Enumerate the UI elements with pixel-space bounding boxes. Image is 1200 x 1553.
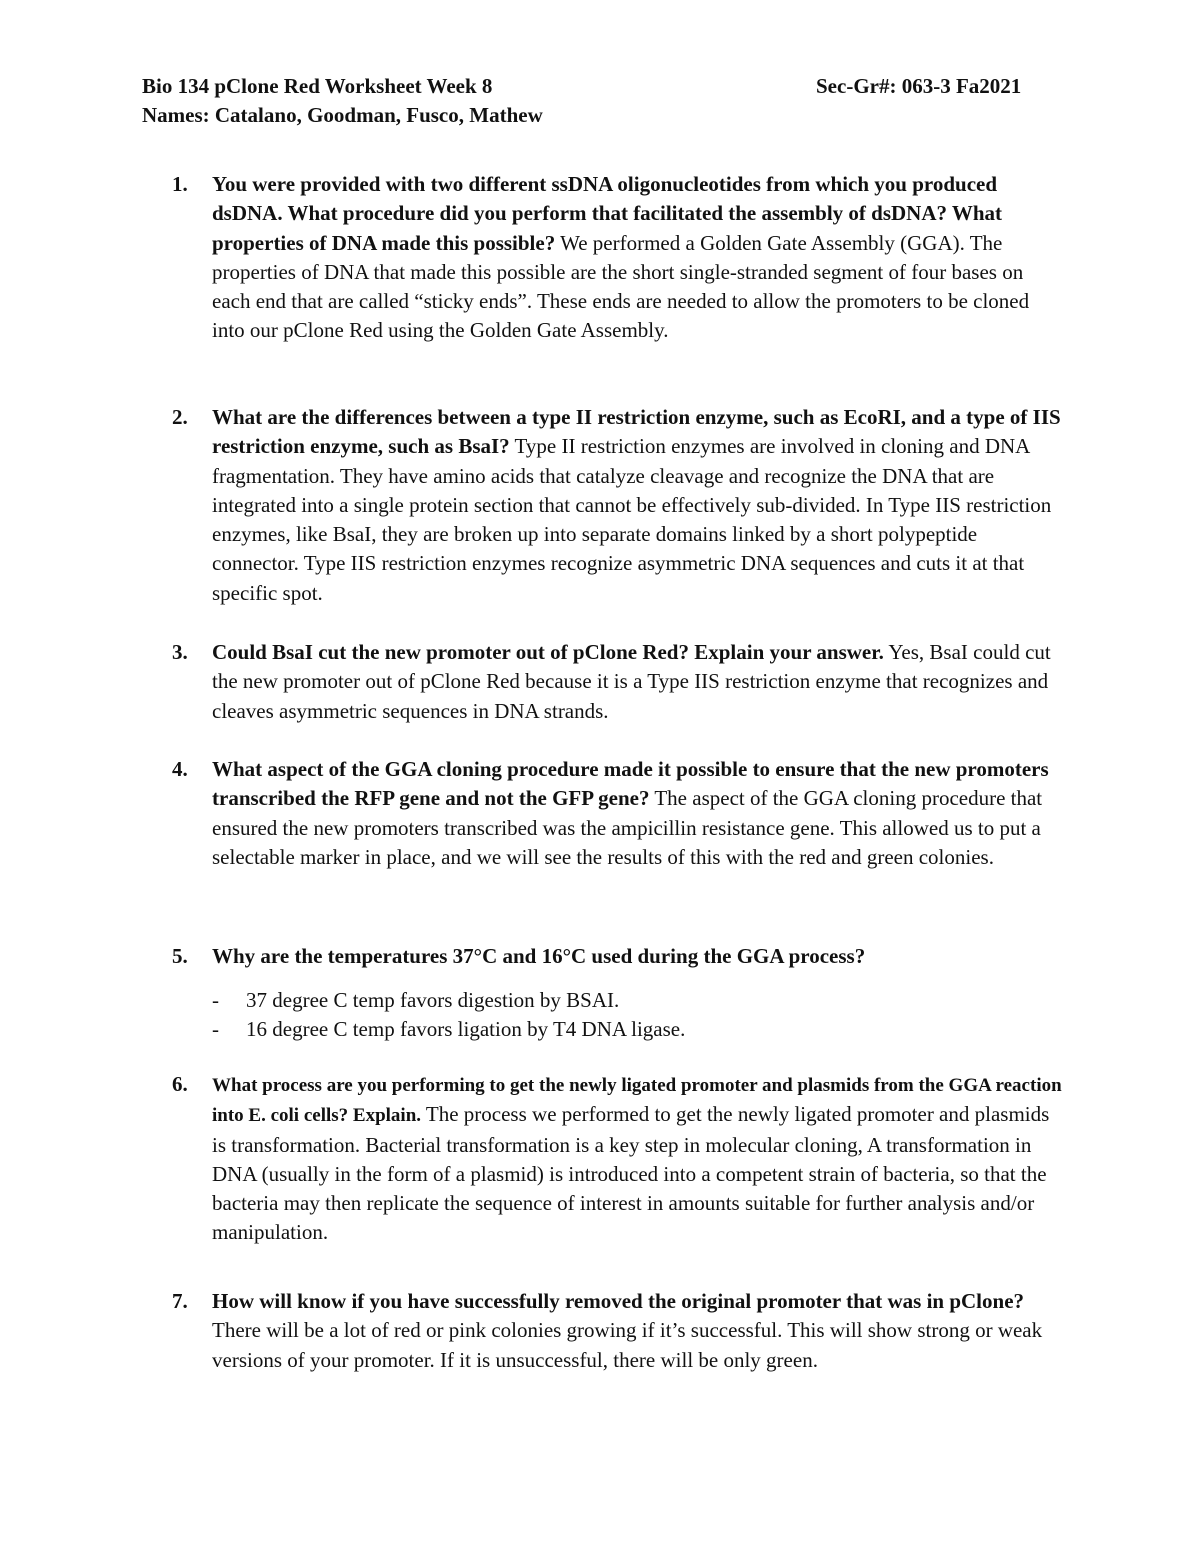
answer-text: The aspect of the GGA cloning procedure that ensured the new promoters transcribed was the ampicillin resistance gene. This allowed us to put a selectable marker in place, and we will see the results of this with the red and green colonies. — [212, 786, 1043, 869]
temperature-list — [212, 986, 1032, 1045]
question-1 — [172, 170, 1062, 346]
question-number: 7. — [172, 1289, 188, 1313]
student-names: Names: Catalano, Goodman, Fusco, Mathew — [142, 103, 543, 127]
question-7 — [172, 1287, 1062, 1375]
question-text: What are the differences between a type II restriction enzyme, such as EcoRI, and a type of IIS restriction enzyme, such as BsaI? — [212, 405, 1061, 459]
question-number: 4. — [172, 757, 188, 781]
question-3 — [172, 638, 1062, 726]
list-item-text: 37 degree C temp favors digestion by BSAI. — [246, 988, 620, 1012]
question-text: What aspect of the GGA cloning procedure made it possible to ensure that the new promoters transcribed the RFP gene and not the GFP gene? — [212, 757, 1049, 811]
answer-text: There will be a lot of red or pink colonies growing if it’s successful. This will show strong or weak versions of your promoter. If it is unsuccessful, there will be only green. — [212, 1318, 1043, 1372]
dash-marker: - — [212, 988, 219, 1012]
question-2 — [172, 403, 1062, 608]
dash-marker: - — [212, 1017, 219, 1042]
answer-text: Yes, BsaI could cut the new promoter out of pClone Red because it is a Type IIS restriction enzyme that recognizes and cleaves asymmetric sequences in DNA strands. — [212, 640, 1051, 723]
question-number: 3. — [172, 640, 188, 664]
question-text: Why are the temperatures 37°C and 16°C used during the GGA process? — [212, 944, 866, 968]
answer-text: We performed a Golden Gate Assembly (GGA). The properties of DNA that made this possible are the short single-stranded segment of four bases on each end that are called “sticky ends”. These ends are needed to allow the promoters to be cloned into our pClone Red using the Golden Gate Assembly. — [212, 230, 1030, 343]
question-number: 6. — [172, 1072, 188, 1096]
question-text: Could BsaI cut the new promoter out of pClone Red? Explain your answer. — [212, 640, 884, 664]
list-item-text: 16 degree C temp favors ligation by T4 DNA ligase. — [246, 1017, 686, 1042]
question-text: You were provided with two different ssDNA oligonucleotides from which you produced dsDNA. What procedure did you perform that facilitated the assembly of dsDNA? What properties of DNA made this possible? — [212, 172, 1003, 255]
list-item — [212, 1015, 1032, 1044]
list-item — [212, 986, 1032, 1015]
answer-text: The process we performed to get the newly ligated promoter and plasmids is transformation. Bacterial transformation is a key step in molecular cloning, A transformation in DNA (usually in the form of a plasmid) is introduced into a competent strain of bacteria, so that the bacteria may then replicate the sequence of interest in amounts suitable for further analysis and/or manipulation. — [212, 1102, 1050, 1245]
question-5 — [172, 942, 1062, 971]
question-text: How will know if you have successfully removed the original promoter that was in pClone? — [212, 1289, 1025, 1313]
question-4 — [172, 755, 1062, 872]
question-number: 5. — [172, 944, 188, 968]
question-6 — [172, 1070, 1062, 1248]
question-text: What process are you performing to get the newly ligated promoter and plasmids from the GGA reaction into E. coli cells? Explain. — [212, 1075, 1062, 1127]
question-number: 1. — [172, 172, 188, 196]
question-number: 2. — [172, 405, 188, 429]
section-group: Sec-Gr#: 063-3 Fa2021 — [816, 74, 1022, 98]
worksheet-title: Bio 134 pClone Red Worksheet Week 8 — [142, 74, 493, 98]
answer-text: Type II restriction enzymes are involved in cloning and DNA fragmentation. They have amino acids that catalyze cleavage and recognize the DNA that are integrated into a single protein section that cannot be effectively sub-divided. In Type IIS restriction enzymes, like BsaI, they are broken up into separate domains linked by a short polypeptide connector. Type IIS restriction enzymes recognize asymmetric DNA sequences and cuts it at that specific spot. — [212, 434, 1052, 605]
